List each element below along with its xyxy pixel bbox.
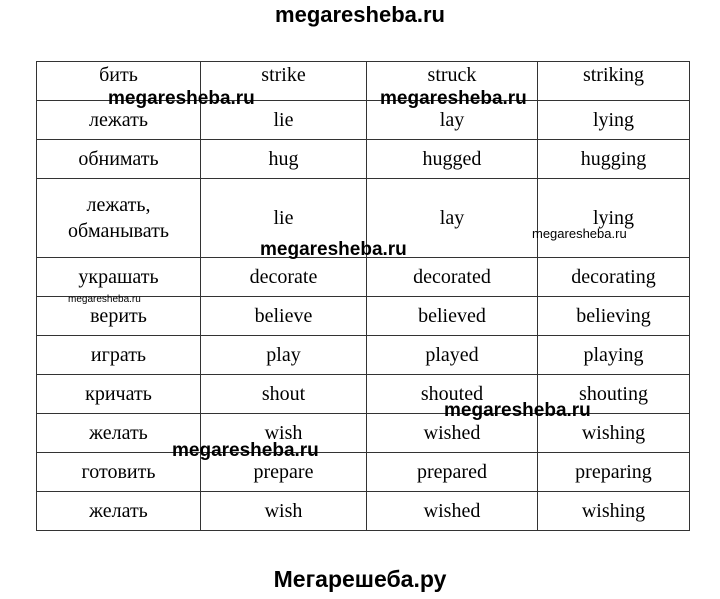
russian-verb-cell: лежать, обманывать bbox=[37, 179, 201, 258]
infinitive-cell: hug bbox=[201, 140, 367, 179]
russian-verb-cell: играть bbox=[37, 336, 201, 375]
past-form-cell: wished bbox=[367, 492, 538, 531]
watermark: megaresheba.ru bbox=[444, 400, 591, 421]
watermark: megaresheba.ru bbox=[108, 88, 255, 109]
table-row bbox=[37, 375, 690, 414]
russian-verb-cell: кричать bbox=[37, 375, 201, 414]
past-form-cell: wished bbox=[367, 414, 538, 453]
table-row bbox=[37, 492, 690, 531]
ing-form-cell: believing bbox=[538, 297, 690, 336]
past-form-cell: lay bbox=[367, 101, 538, 140]
ing-form-cell: lying bbox=[538, 101, 690, 140]
infinitive-cell: decorate bbox=[201, 258, 367, 297]
watermark: megaresheba.ru bbox=[260, 239, 407, 260]
infinitive-cell: lie bbox=[201, 101, 367, 140]
table-row bbox=[37, 140, 690, 179]
ing-form-cell: decorating bbox=[538, 258, 690, 297]
russian-verb-cell: готовить bbox=[37, 453, 201, 492]
infinitive-cell: wish bbox=[201, 414, 367, 453]
past-form-cell: lay bbox=[367, 179, 538, 258]
infinitive-cell: prepare bbox=[201, 453, 367, 492]
russian-verb-cell: бить bbox=[37, 62, 201, 101]
infinitive-cell: believe bbox=[201, 297, 367, 336]
watermark: megaresheba.ru bbox=[532, 226, 627, 241]
russian-verb-cell: украшать bbox=[37, 258, 201, 297]
table-row bbox=[37, 414, 690, 453]
ing-form-cell: playing bbox=[538, 336, 690, 375]
page-header: megaresheba.ru bbox=[275, 2, 445, 27]
ing-form-cell: wishing bbox=[538, 414, 690, 453]
past-form-cell: played bbox=[367, 336, 538, 375]
past-form-cell: decorated bbox=[367, 258, 538, 297]
russian-verb-cell: верить bbox=[37, 297, 201, 336]
infinitive-cell: strike bbox=[201, 62, 367, 101]
infinitive-cell: lie bbox=[201, 179, 367, 258]
watermark: megaresheba.ru bbox=[172, 440, 319, 461]
watermark: megaresheba.ru bbox=[68, 294, 141, 305]
past-form-cell: prepared bbox=[367, 453, 538, 492]
ing-form-cell: shouting bbox=[538, 375, 690, 414]
table-row bbox=[37, 258, 690, 297]
table-row bbox=[37, 336, 690, 375]
infinitive-cell: shout bbox=[201, 375, 367, 414]
ing-form-cell: striking bbox=[538, 62, 690, 101]
page-footer: Мегарешеба.ру bbox=[273, 566, 447, 592]
russian-verb-cell: желать bbox=[37, 492, 201, 531]
past-form-cell: shouted bbox=[367, 375, 538, 414]
ing-form-cell: lying bbox=[538, 179, 690, 258]
russian-verb-cell: лежать bbox=[37, 101, 201, 140]
ing-form-cell: wishing bbox=[538, 492, 690, 531]
ing-form-cell: hugging bbox=[538, 140, 690, 179]
watermark: megaresheba.ru bbox=[380, 88, 527, 109]
ing-form-cell: preparing bbox=[538, 453, 690, 492]
infinitive-cell: play bbox=[201, 336, 367, 375]
past-form-cell: hugged bbox=[367, 140, 538, 179]
table-row bbox=[37, 453, 690, 492]
russian-verb-cell: желать bbox=[37, 414, 201, 453]
past-form-cell: struck bbox=[367, 62, 538, 101]
russian-verb-cell: обнимать bbox=[37, 140, 201, 179]
past-form-cell: believed bbox=[367, 297, 538, 336]
infinitive-cell: wish bbox=[201, 492, 367, 531]
